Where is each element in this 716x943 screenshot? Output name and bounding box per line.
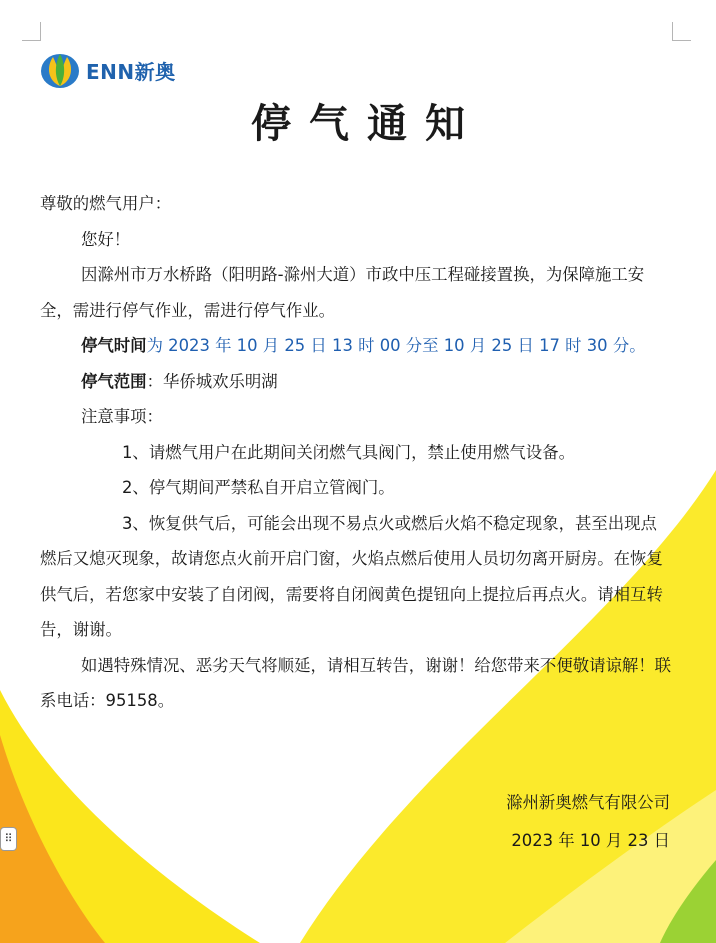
notes-title: 注意事项： [81, 407, 163, 426]
crop-mark-top-left [22, 22, 41, 41]
signature-date: 2023 年 10 月 23 日 [511, 831, 670, 850]
outage-range-label: 停气范围 [81, 371, 147, 391]
note-item: 3、恢复供气后，可能会出现不易点火或燃后火焰不稳定现象，甚至出现点燃后又熄灭现象，故请您点火前开启门窗，火焰点燃后使用人员切勿离开厨房。在恢复供气后，若您家中安装了自闭阀，需要将自闭阀黄色提钮向上提拉后再点火。请相互转告，谢谢。 [40, 513, 663, 639]
intro-paragraph: 因滁州市万水桥路（阳明路-滁州大道）市政中压工程碰接置换，为保障施工安全，需进行停气作业，需进行停气作业。 [40, 265, 645, 320]
outage-time [40, 328, 672, 364]
closing-paragraph: 如遇特殊情况、恶劣天气将顺延，请相互转告，谢谢！给您带来不便敬请谅解！联系电话：95158。 [40, 655, 672, 710]
outage-range-value: ：华侨城欢乐明湖 [146, 371, 278, 391]
salutation: 尊敬的燃气用户： [40, 194, 172, 213]
signature-block [506, 784, 670, 860]
greeting: 您好！ [81, 229, 131, 249]
signature-org: 滁州新奥燃气有限公司 [506, 793, 670, 812]
outage-time-value: 为 2023 年 10 月 25 日 13 时 00 分至 10 月 25 日 17 时 30 分。 [146, 336, 646, 355]
drag-dots-icon: ⠿ [4, 832, 13, 845]
page-title: 停气通知 [251, 100, 483, 147]
notice-body [40, 186, 672, 719]
drag-handle[interactable] [0, 827, 17, 851]
enn-leaf-icon [40, 51, 80, 89]
note-item: 1、请燃气用户在此期间关闭燃气具阀门，禁止使用燃气设备。 [122, 442, 575, 462]
note-item: 2、停气期间严禁私自开启立管阀门。 [122, 478, 395, 497]
logo-text: ENN新奥 [86, 59, 176, 84]
outage-range [40, 364, 672, 400]
crop-mark-top-right [672, 22, 691, 41]
company-logo [40, 50, 176, 90]
outage-time-label: 停气时间 [81, 336, 147, 355]
